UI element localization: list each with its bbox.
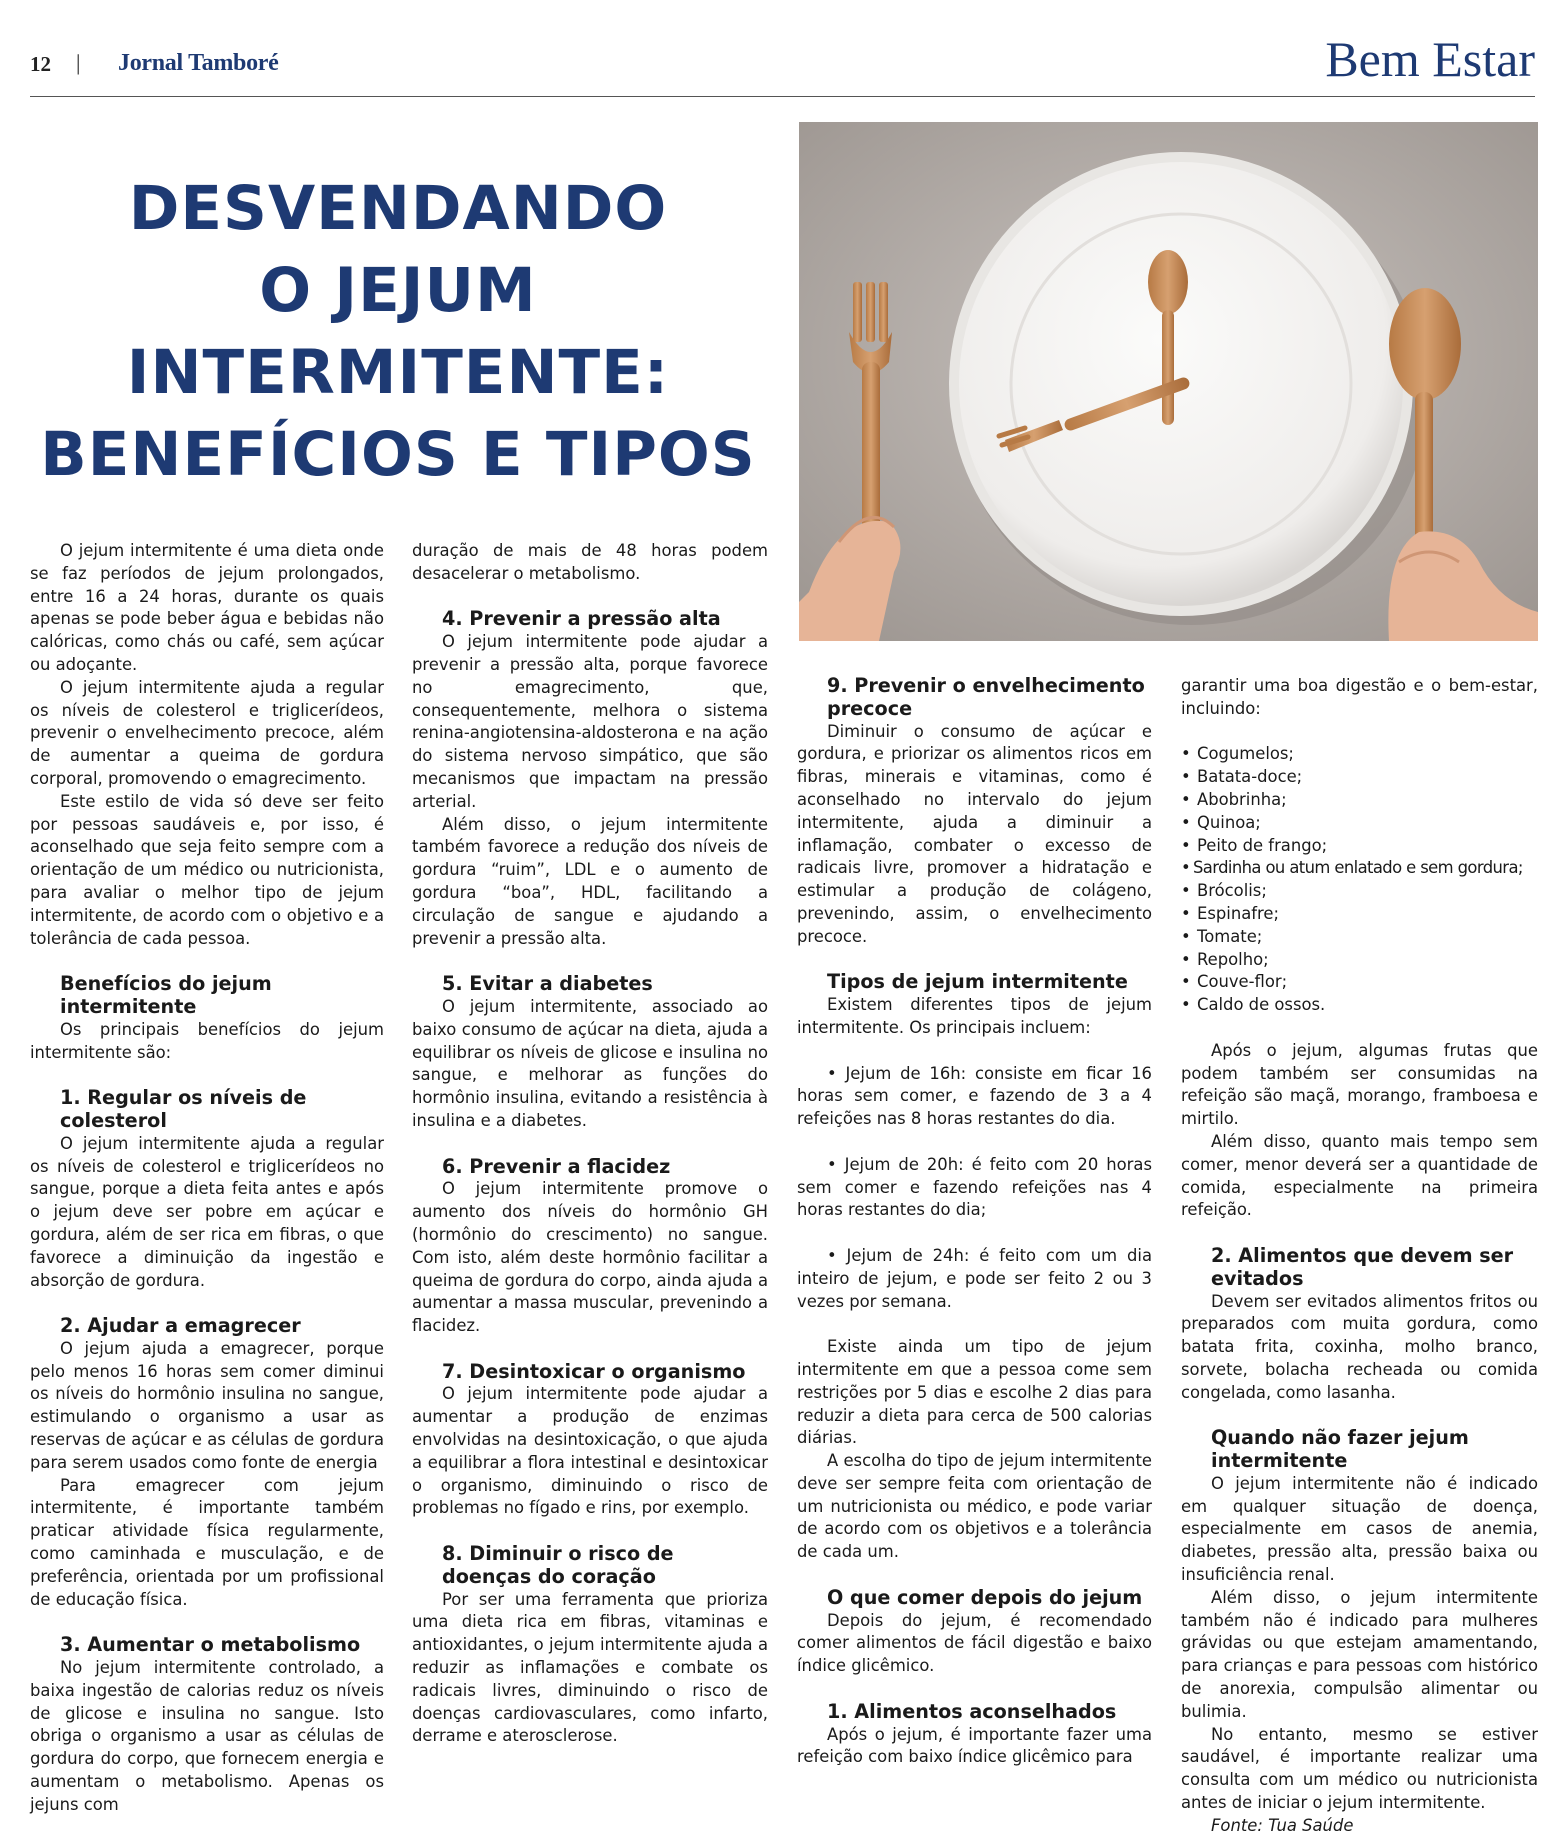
fasting-type-item: • Jejum de 16h: consiste em ficar 16 horas sem comer, e fazendo de 3 a 4 refeições nas 8 horas restantes do dia.	[797, 1063, 1152, 1129]
benefits-intro: Os principais benefícios do jejum intermitente são:	[30, 1019, 384, 1062]
section-heading: 7. Desintoxicar o organismo	[442, 1359, 746, 1383]
when-not-to-fast-heading: Quando não fazer jejum intermitente	[1211, 1426, 1469, 1473]
section-paragraph: A escolha do tipo de jejum intermitente deve ser sempre feita com orientação de um nutricionista ou médico, e pode variar de acordo com os objetivos e a tolerância de cada um.	[797, 1451, 1152, 1562]
section-heading: 9. Prevenir o envelhecimento precoce	[827, 674, 1145, 720]
section-paragraph: O jejum intermitente, associado ao baixo consumo de açúcar na dieta, ajuda a equilibrar os níveis de glicose e insulina no sangue, e melhorar as funções do hormônio insulina, evitando a resistência à insulina e a diabetes.	[412, 996, 768, 1130]
section-paragraph: O jejum intermitente pode ajudar a prevenir a pressão alta, porque favorece no emagrecimento, que, consequentemente, melhora o sistema renina-angiotensina-aldosterona e na ação do sistema nervoso simpático, que são mecanismos que impactam na pressão arterial.	[412, 632, 768, 811]
article-column-2	[412, 540, 768, 1748]
plate-with-cutlery-clock-photo	[799, 122, 1538, 641]
section-paragraph: Por ser uma ferramenta que prioriza uma dieta rica em fibras, vitaminas e antioxidantes, o jejum intermitente ajuda a reduzir as inflamações e combate os radicais livres, diminuindo o risco de doenças cardiovasculares, como infarto, derrame e aterosclerose.	[412, 1589, 768, 1746]
section-paragraph: Existe ainda um tipo de jejum intermitente em que a pessoa come sem restrições por 5 dias e escolhe 2 dias para reduzir a dieta para cerca de 500 calorias diárias.	[797, 1337, 1152, 1448]
page-header	[30, 30, 1535, 97]
section-paragraph: O jejum intermitente pode ajudar a aumentar a produção de enzimas envolvidas na desintoxicação, o que ajuda a equilibrar a flora intestinal e desintoxicar o organismo, diminuindo o risco de problemas no fígado e rins, por exemplo.	[412, 1384, 768, 1518]
section-paragraph: Além disso, quanto mais tempo sem comer, menor deverá ser a quantidade de comida, especialmente na primeira refeição.	[1181, 1131, 1538, 1220]
headline-line: INTERMITENTE:	[126, 337, 670, 408]
section-paragraph: Devem ser evitados alimentos fritos ou preparados com muita gordura, como batata frita, coxinha, molho branco, sorvete, bolacha recheada ou comida congelada, como lasanha.	[1181, 1291, 1538, 1402]
bullet: •	[1181, 949, 1191, 969]
section-heading: 6. Prevenir a flacidez	[442, 1154, 671, 1178]
page-number: 12	[30, 52, 51, 76]
list-item: • Batata-doce;	[1181, 766, 1538, 789]
section-paragraph: Além disso, o jejum intermitente também não é indicado para mulheres grávidas ou que estejam amamentando, para crianças e para pessoas com histórico de anorexia, compulsão alimentar ou bulimia.	[1181, 1587, 1538, 1721]
section-heading: 2. Ajudar a emagrecer	[60, 1314, 301, 1338]
bullet: •	[1181, 881, 1191, 901]
article-column-1	[30, 540, 384, 1817]
list-item: • Quinoa;	[1181, 812, 1538, 835]
list-item: • Espinafre;	[1181, 903, 1538, 926]
bullet: •	[1181, 858, 1191, 878]
article-column-4	[1181, 675, 1538, 1838]
list-item: • Tomate;	[1181, 926, 1538, 949]
intro-paragraph: O jejum intermitente é uma dieta onde se faz períodos de jejum prolongados, entre 16 a 24 horas, durante os quais apenas se pode beber água e bebidas não calóricas, como chás ou café, sem açúcar ou adoçante.	[30, 541, 384, 674]
section-paragraph: O jejum intermitente não é indicado em qualquer situação de doença, especialmente em casos de anemia, diabetes, pressão alta, pressão baixa ou insuficiência renal.	[1181, 1473, 1538, 1585]
headline-line: DESVENDANDO	[128, 173, 668, 244]
section-paragraph: Diminuir o consumo de açúcar e gordura, e priorizar os alimentos ricos em fibras, minerais e vitaminas, como é aconselhado no intervalo do jejum intermitente, ajuda a diminuir a inflamação, combater o excesso de radicais livre, promover a hidratação e estimular a produção de colágeno, prevenindo, assim, o envelhecimento precoce.	[797, 721, 1152, 946]
newspaper-name: Jornal Tamboré	[118, 50, 279, 76]
section-paragraph-continued: garantir uma boa digestão e o bem-estar, incluindo:	[1181, 676, 1538, 718]
section-heading: 8. Diminuir o risco de doenças do coração	[442, 1542, 674, 1588]
bullet: •	[1181, 972, 1191, 992]
section-paragraph: O jejum intermitente promove o aumento dos níveis do hormônio GH (hormônio do crescimento) no sangue. Com isto, além deste hormônio facilitar a queima de gordura do corpo, ainda ajuda a aumentar a massa muscular, prevenindo a flacidez.	[412, 1179, 768, 1336]
section-heading: 5. Evitar a diabetes	[442, 972, 653, 996]
types-intro: Existem diferentes tipos de jejum intermitente. Os principais incluem:	[797, 995, 1152, 1037]
list-item: • Peito de frango;	[1181, 835, 1538, 858]
intro-paragraph: Este estilo de vida só deve ser feito por pessoas saudáveis e, por isso, é aconselhado que seja feito sempre com a orientação de um médico ou nutricionista, para avaliar o melhor tipo de jejum intermitente, de acordo com o objetivo e a tolerância de cada pessoa.	[30, 791, 384, 948]
intro-paragraph: O jejum intermitente ajuda a regular os níveis de colesterol e triglicerídeos, prevenir o envelhecimento precoce, além de aumentar a queima de gordura corporal, promovendo o emagrecimento.	[30, 677, 384, 788]
section-paragraph-continued: duração de mais de 48 horas podem desacelerar o metabolismo.	[412, 541, 768, 583]
section-paragraph: Após o jejum, algumas frutas que podem também ser consumidas na refeição são maçã, morango, framboesa e mirtilo.	[1181, 1040, 1538, 1129]
section-heading: 1. Regular os níveis de colesterol	[60, 1086, 307, 1132]
bullet: •	[1181, 903, 1191, 923]
list-item: • Couve-flor;	[1181, 971, 1538, 994]
fasting-type-item: • Jejum de 20h: é feito com 20 horas sem comer e fazendo refeições nas 4 horas restantes do dia;	[797, 1154, 1152, 1220]
bullet: •	[1181, 835, 1191, 855]
headline-line: BENEFÍCIOS E TIPOS	[40, 419, 756, 490]
section-title: Bem Estar	[1325, 31, 1535, 87]
article-headline	[22, 168, 774, 496]
bullet: •	[1181, 767, 1191, 787]
header-separator: |	[76, 50, 81, 75]
section-paragraph: No entanto, mesmo se estiver saudável, é importante realizar uma consulta com um médico ou nutricionista antes de iniciar o jejum intermitente.	[1181, 1724, 1538, 1813]
section-paragraph: Além disso, o jejum intermitente também favorece a redução dos níveis de gordura “ruim”, LDL e o aumento de gordura “boa”, HDL, facilitando a circulação de sangue e ajudando a prevenir a pressão alta.	[412, 814, 768, 948]
benefits-heading: Benefícios do jejum intermitente	[60, 972, 272, 1018]
bullet: •	[1181, 995, 1191, 1015]
section-heading: 3. Aumentar o metabolismo	[60, 1633, 361, 1657]
section-heading: 2. Alimentos que devem ser evitados	[1211, 1243, 1514, 1290]
bullet: •	[1181, 926, 1191, 946]
section-paragraph: Após o jejum, é importante fazer uma refeição com baixo índice glicêmico para	[797, 1724, 1152, 1767]
bullet: •	[1181, 812, 1191, 832]
section-paragraph: No jejum intermitente controlado, a baixa ingestão de calorias reduz os níveis de glicose e insulina no sangue. Isto obriga o organismo a usar as células de gordura do corpo, que fornecem energia e aumentam o metabolismo. Apenas os jejuns com	[30, 1658, 384, 1814]
list-item: • Abobrinha;	[1181, 789, 1538, 812]
section-paragraph: O jejum ajuda a emagrecer, porque pelo menos 16 horas sem comer diminui os níveis do hormônio insulina no sangue, estimulando o organismo a usar as reservas de açúcar e as células de gordura para serem usados como fonte de energia	[30, 1338, 384, 1472]
article-column-3	[797, 675, 1152, 1769]
what-to-eat-heading: O que comer depois do jejum	[827, 1585, 1143, 1609]
bullet: •	[1181, 789, 1191, 809]
source-credit: Fonte: Tua Saúde	[1211, 1815, 1354, 1835]
section-heading: 1. Alimentos aconselhados	[827, 1699, 1117, 1723]
section-heading: 4. Prevenir a pressão alta	[442, 607, 721, 631]
list-item: • Cogumelos;	[1181, 743, 1538, 766]
recommended-foods-list	[1181, 743, 1538, 1017]
list-item: • Repolho;	[1181, 949, 1538, 972]
section-paragraph: Depois do jejum, é recomendado comer alimentos de fácil digestão e baixo índice glicêmico.	[797, 1610, 1152, 1676]
list-item: • Caldo de ossos.	[1181, 994, 1538, 1017]
article-photo	[799, 122, 1538, 641]
section-paragraph: O jejum intermitente ajuda a regular os níveis de colesterol e triglicerídeos no sangue, porque a dieta feita antes e após o jejum deve ser pobre em açúcar e gordura, além de ser rica em fibras, o que favorece a diminuição da ingestão e absorção de gordura.	[30, 1133, 384, 1290]
bullet: •	[1181, 744, 1191, 764]
list-item: • Brócolis;	[1181, 880, 1538, 903]
fasting-type-item: • Jejum de 24h: é feito com um dia inteiro de jejum, e pode ser feito 2 ou 3 vezes por semana.	[797, 1245, 1152, 1311]
list-item: • Sardinha ou atum enlatado e sem gordura;	[1181, 857, 1538, 880]
headline-line: O JEJUM	[259, 255, 537, 326]
section-paragraph: Para emagrecer com jejum intermitente, é importante também praticar atividade física regularmente, como caminhada e musculação, e de preferência, orientada por um profissional de educação física.	[30, 1475, 384, 1609]
types-heading: Tipos de jejum intermitente	[827, 970, 1128, 994]
